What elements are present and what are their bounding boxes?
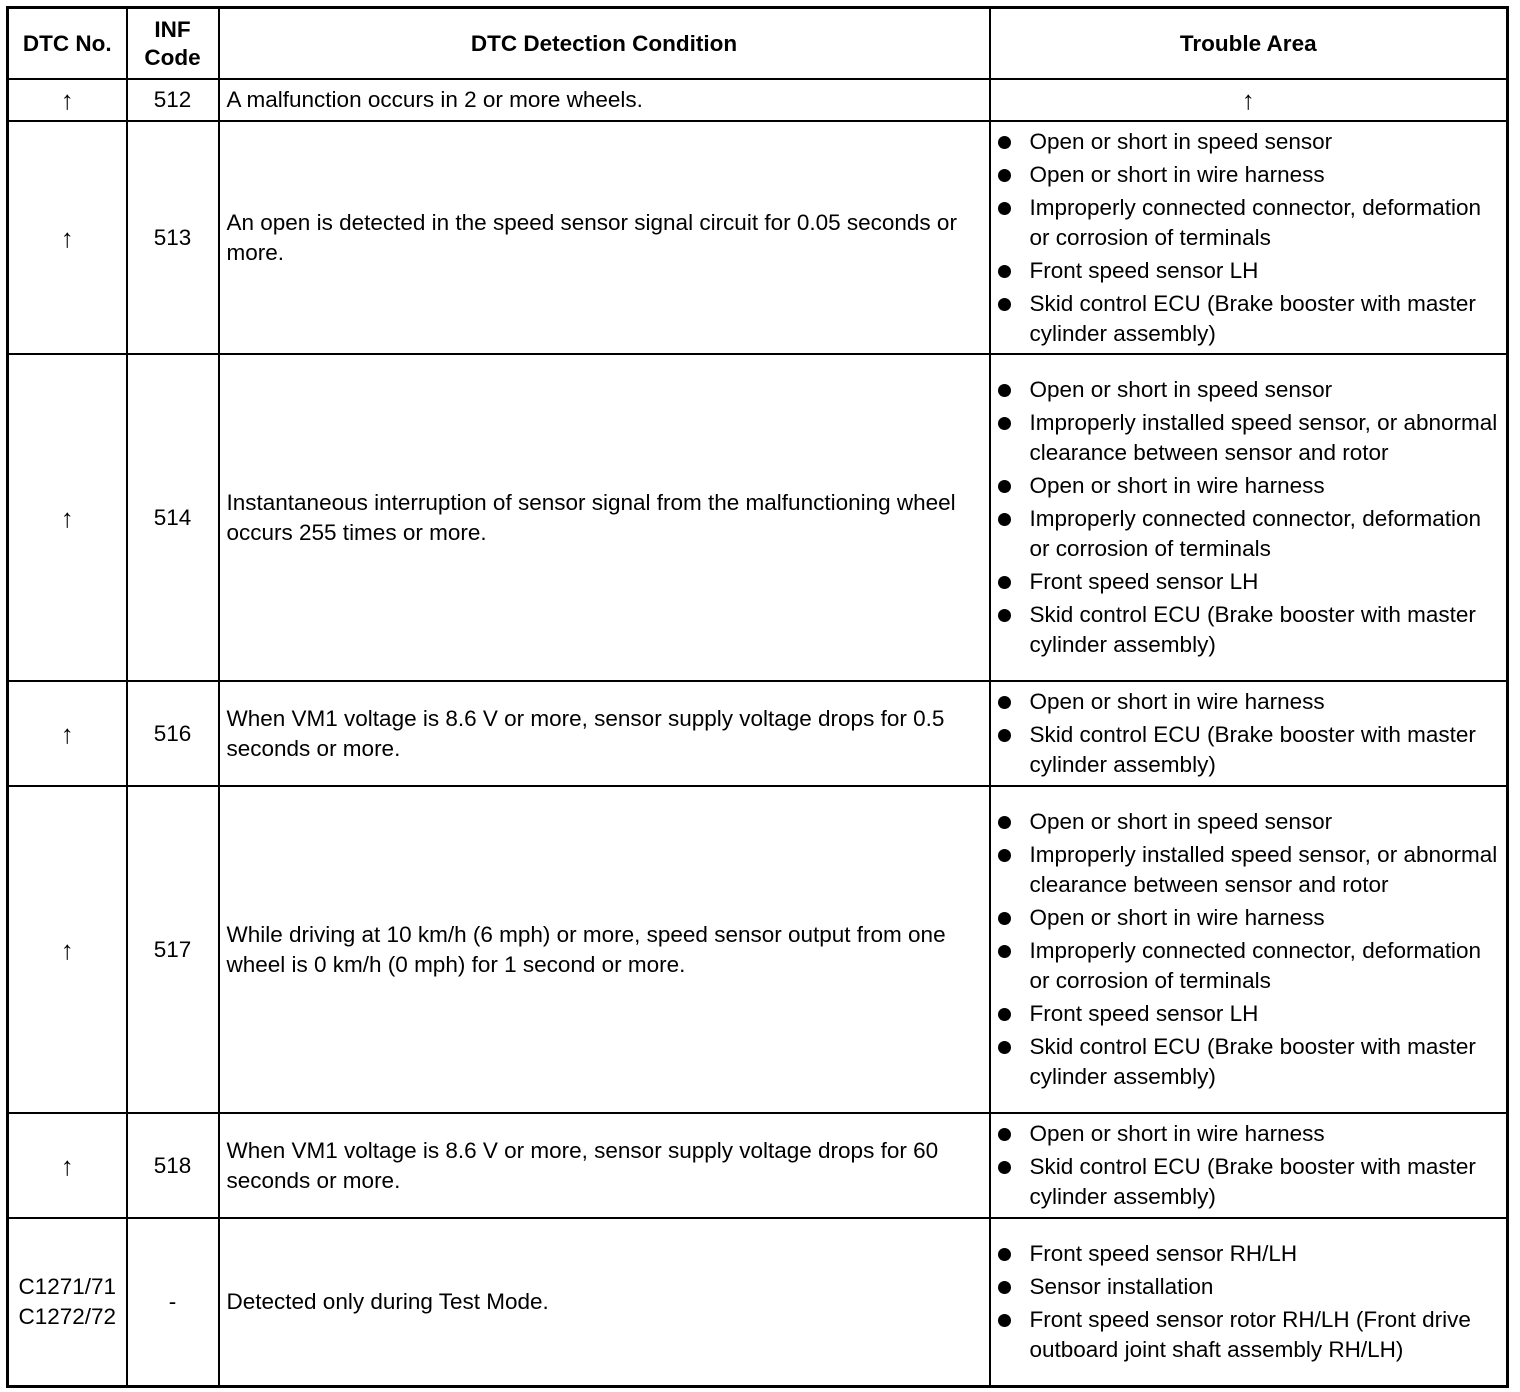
dtc-table [6,6,1509,1388]
list-item: Skid control ECU (Brake booster with master cylinder assembly) [998,720,1500,780]
table-row [8,786,1508,1113]
list-item: Skid control ECU (Brake booster with master cylinder assembly) [998,289,1500,349]
dtc-cell [8,1218,127,1386]
trouble-area-list [998,687,1500,780]
header-inf-code-line1: INF [154,16,191,42]
header-trouble-area: Trouble Area [990,8,1508,80]
header-inf-code [127,8,219,80]
trouble-area-cell [990,1218,1508,1386]
list-item: Open or short in speed sensor [998,127,1500,157]
table-row [8,354,1508,681]
list-item: Open or short in wire harness [998,1119,1500,1149]
header-inf-code-line2: Code [144,44,201,70]
trouble-area-list [998,127,1500,349]
trouble-area-cell [990,681,1508,786]
dtc-code: C1271/71 [18,1273,117,1299]
header-dtc-no: DTC No. [8,8,127,80]
condition-cell: Detected only during Test Mode. [219,1218,990,1386]
list-item: Front speed sensor RH/LH [998,1239,1500,1269]
trouble-area-cell [990,354,1508,681]
condition-cell: When VM1 voltage is 8.6 V or more, sensor supply voltage drops for 60 seconds or more. [219,1113,990,1218]
table-row [8,121,1508,354]
trouble-area-cell [990,786,1508,1113]
list-item: Improperly connected connector, deformation or corrosion of terminals [998,504,1500,564]
trouble-area-list [998,375,1500,660]
condition-cell: A malfunction occurs in 2 or more wheels. [219,79,990,121]
table-row [8,1113,1508,1218]
list-item: Sensor installation [998,1272,1500,1302]
table-row [8,79,1508,121]
list-item: Open or short in speed sensor [998,807,1500,837]
list-item: Front speed sensor LH [998,999,1500,1029]
condition-cell: An open is detected in the speed sensor signal circuit for 0.05 seconds or more. [219,121,990,354]
condition-cell: When VM1 voltage is 8.6 V or more, sensor supply voltage drops for 0.5 seconds or more. [219,681,990,786]
dtc-cell: ↑ [8,786,127,1113]
trouble-area-list [998,1239,1500,1365]
list-item: Open or short in wire harness [998,903,1500,933]
dtc-cell: ↑ [8,1113,127,1218]
list-item: Skid control ECU (Brake booster with master cylinder assembly) [998,1032,1500,1092]
condition-cell: Instantaneous interruption of sensor signal from the malfunctioning wheel occurs 255 times or more. [219,354,990,681]
table-row [8,681,1508,786]
list-item: Improperly installed speed sensor, or abnormal clearance between sensor and rotor [998,408,1500,468]
inf-code-cell: 512 [127,79,219,121]
list-item: Open or short in speed sensor [998,375,1500,405]
inf-code-cell: 517 [127,786,219,1113]
inf-code-cell: 516 [127,681,219,786]
trouble-area-cell [990,121,1508,354]
trouble-area-cell [990,1113,1508,1218]
list-item: Open or short in wire harness [998,687,1500,717]
dtc-cell: ↑ [8,79,127,121]
dtc-cell: ↑ [8,354,127,681]
list-item: Open or short in wire harness [998,160,1500,190]
list-item: Improperly installed speed sensor, or abnormal clearance between sensor and rotor [998,840,1500,900]
dtc-code: C1272/72 [18,1303,117,1329]
trouble-area-cell: ↑ [990,79,1508,121]
list-item: Skid control ECU (Brake booster with master cylinder assembly) [998,1152,1500,1212]
header-condition: DTC Detection Condition [219,8,990,80]
list-item: Front speed sensor LH [998,567,1500,597]
header-row [8,8,1508,80]
dtc-cell: ↑ [8,681,127,786]
trouble-area-list [998,1119,1500,1212]
inf-code-cell: 513 [127,121,219,354]
inf-code-cell: 518 [127,1113,219,1218]
list-item: Improperly connected connector, deformation or corrosion of terminals [998,193,1500,253]
list-item: Front speed sensor LH [998,256,1500,286]
trouble-area-list [998,807,1500,1092]
table-row [8,1218,1508,1386]
inf-code-cell: 514 [127,354,219,681]
condition-cell: While driving at 10 km/h (6 mph) or more, speed sensor output from one wheel is 0 km/h (0 mph) for 1 second or more. [219,786,990,1113]
list-item: Improperly connected connector, deformation or corrosion of terminals [998,936,1500,996]
list-item: Front speed sensor rotor RH/LH (Front drive outboard joint shaft assembly RH/LH) [998,1305,1500,1365]
inf-code-cell: - [127,1218,219,1386]
dtc-cell: ↑ [8,121,127,354]
list-item: Skid control ECU (Brake booster with master cylinder assembly) [998,600,1500,660]
list-item: Open or short in wire harness [998,471,1500,501]
